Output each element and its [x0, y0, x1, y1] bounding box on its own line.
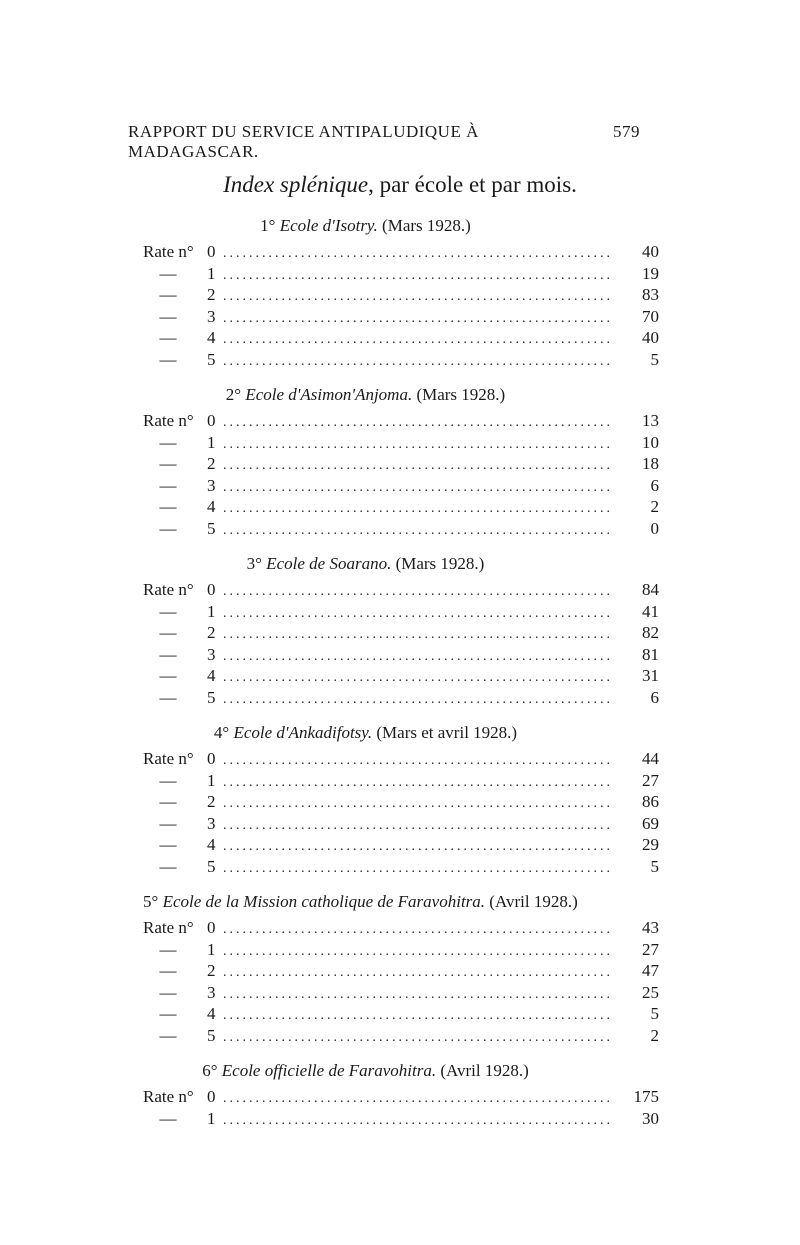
section-heading: 6° Ecole officielle de Faravohitra. (Avril 1928.): [202, 1061, 529, 1080]
table-row: — 1 ............................................................ 27: [159, 939, 659, 959]
page-title: [0, 172, 800, 198]
table-row: — 4 ............................................................ 40: [159, 328, 659, 347]
table-row: — 3 ............................................................ 25: [159, 982, 659, 1002]
table-row: Rate n° 0 ............................................................ 40: [143, 242, 659, 261]
table-row: Rate n° 0 ............................................................ 13: [143, 411, 659, 430]
table-row: — 4 ............................................................ 29: [159, 835, 659, 854]
table-row: — 5 ............................................................ 5: [159, 349, 659, 369]
table-row: — 3 ............................................................ 70: [159, 306, 659, 326]
table-row: — 3 ............................................................ 6: [159, 475, 659, 495]
table-row: — 1 ............................................................ 41: [159, 601, 659, 621]
section-isotry: [143, 211, 659, 370]
table-row: — 2 ............................................................ 86: [159, 792, 659, 811]
section-soarano: [143, 549, 659, 708]
page-number: 579: [613, 122, 640, 141]
table-row: — 2 ............................................................ 83: [159, 285, 659, 304]
table-row: Rate n° 0 ............................................................ 43: [143, 918, 659, 937]
section-heading: 2° Ecole d'Asimon'Anjoma. (Mars 1928.): [225, 385, 506, 404]
table-row: — 4 ............................................................ 31: [159, 666, 659, 685]
table-row: — 5 ............................................................ 2: [159, 1025, 659, 1045]
section-heading: 1° Ecole d'Isotry. (Mars 1928.): [260, 216, 471, 235]
title-italic: Index splénique: [223, 172, 369, 197]
table-row: — 2 ............................................................ 47: [159, 961, 659, 980]
table-row: — 5 ............................................................ 5: [159, 856, 659, 876]
table-row: — 1 ............................................................ 19: [159, 263, 659, 283]
table-row: — 1 ............................................................ 27: [159, 770, 659, 790]
table-row: — 2 ............................................................ 18: [159, 454, 659, 473]
section-heading: 3° Ecole de Soarano. (Mars 1928.): [246, 554, 485, 573]
running-header: [128, 122, 640, 162]
section-mission-catholique: [143, 887, 659, 1046]
section-officielle: [143, 1056, 659, 1129]
table-row: Rate n° 0 ............................................................ 84: [143, 580, 659, 599]
table-row: — 3 ............................................................ 69: [159, 813, 659, 833]
table-row: — 2 ............................................................ 82: [159, 623, 659, 642]
table-row: — 1 ............................................................ 10: [159, 432, 659, 452]
section-heading: 5° Ecole de la Mission catholique de Faravohitra. (Avril 1928.): [143, 892, 578, 911]
section-asimon-anjoma: [143, 380, 659, 539]
table-row: — 5 ............................................................ 0: [159, 518, 659, 538]
table-row: — 4 ............................................................ 2: [159, 497, 659, 516]
table-row: Rate n° 0 ............................................................ 175: [143, 1087, 659, 1106]
section-ankadifotsy: [143, 718, 659, 877]
table-row: — 5 ............................................................ 6: [159, 687, 659, 707]
title-rest: , par école et par mois.: [368, 172, 577, 197]
table-row: — 3 ............................................................ 81: [159, 644, 659, 664]
table-row: — 4 ............................................................ 5: [159, 1004, 659, 1023]
section-heading: 4° Ecole d'Ankadifotsy. (Mars et avril 1928.): [213, 723, 518, 742]
table-row: Rate n° 0 ............................................................ 44: [143, 749, 659, 768]
header-title: RAPPORT DU SERVICE ANTIPALUDIQUE À MADAGASCAR.: [128, 122, 479, 161]
table-row: — 1 ............................................................ 30: [159, 1108, 659, 1128]
